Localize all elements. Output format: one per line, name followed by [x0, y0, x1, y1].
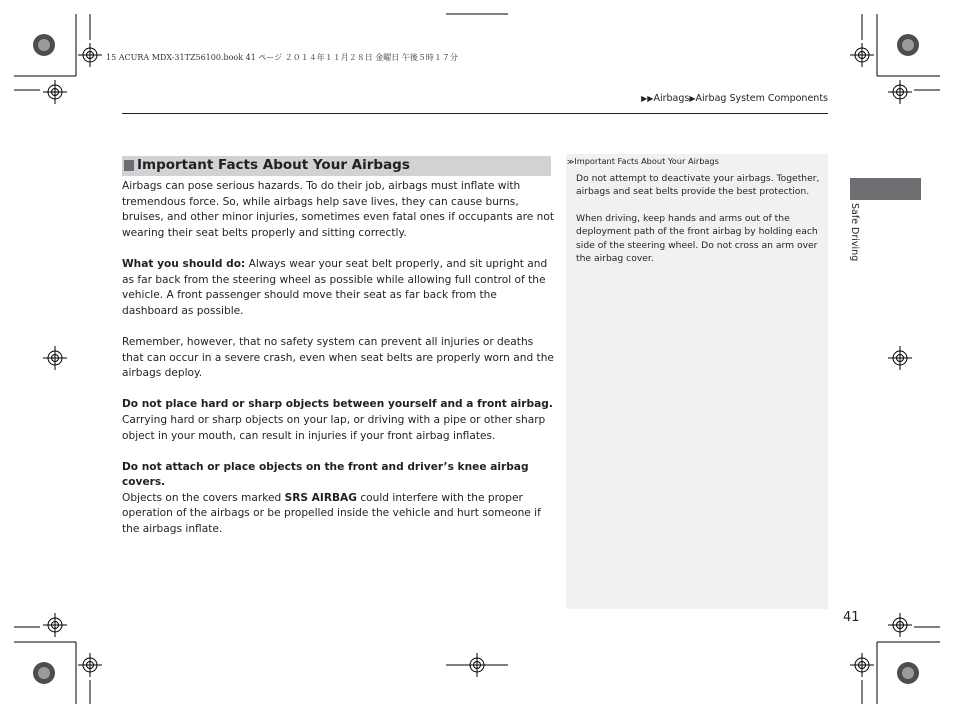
- reference-marker-icon: ≫: [567, 158, 575, 166]
- srs-airbag-label: SRS AIRBAG: [284, 491, 357, 504]
- breadcrumb-item-airbag-system-components[interactable]: Airbag System Components: [695, 93, 828, 104]
- paragraph-knee-airbag-text-a: Objects on the covers marked: [122, 491, 285, 504]
- chapter-tab[interactable]: [850, 178, 921, 200]
- header-rule: [122, 113, 828, 114]
- sidebar-body: [576, 172, 821, 278]
- paragraph-intro: Airbags can pose serious hazards. To do their job, airbags must inflate with tremendous force. So, while airbags help save lives, they can cause burns, bruises, and other minor injuries, sometimes even fatal ones if occupants are not wearing their seat belts properly and sitting correctly.: [122, 180, 555, 239]
- breadcrumb-arrow-icon: ▶: [689, 94, 696, 103]
- sidebar-reference-title[interactable]: Important Facts About Your Airbags: [574, 156, 719, 166]
- paragraph-sharp-objects: [122, 397, 554, 444]
- chapter-tab-label-wrap: [846, 203, 866, 269]
- sidebar-note-box: [566, 154, 828, 609]
- breadcrumb-item-airbags[interactable]: Airbags: [653, 93, 690, 104]
- sidebar-paragraph-deactivate: Do not attempt to deactivate your airbags. Together, airbags and seat belts provide the best protection.: [576, 173, 820, 198]
- section-heading-bar: [122, 156, 551, 176]
- paragraph-sharp-objects-text: Carrying hard or sharp objects on your lap, or driving with a pipe or other sharp object in your mouth, can result in injuries if your front airbag inflates.: [122, 413, 546, 442]
- print-slug-header: 15 ACURA MDX-31TZ56100.book 41 ページ ２０１４年１１月２８日 金曜日 午後５時１７分: [106, 53, 458, 62]
- heading-knee-airbag: Do not attach or place objects on the front and driver’s knee airbag covers.: [122, 460, 529, 489]
- section-square-icon: [124, 160, 134, 171]
- paragraph-remember: Remember, however, that no safety system can prevent all injuries or deaths that can occur in a severe crash, even when seat belts are properly worn and the airbags deploy.: [122, 335, 554, 380]
- breadcrumb-double-arrow-icon: ▶▶: [641, 94, 654, 103]
- breadcrumb: [641, 93, 828, 104]
- main-body-text: [122, 179, 554, 553]
- page-number: 41: [843, 610, 860, 625]
- section-title: Important Facts About Your Airbags: [137, 157, 410, 173]
- paragraph-knee-airbag-text-b: could interfere with the proper operation of the airbags or be propelled inside the vehicle and hurt someone if the airbags inflate.: [122, 491, 541, 536]
- sidebar-paragraph-hands: When driving, keep hands and arms out of the deployment path of the front airbag by holding each side of the steering wheel. Do not cross an arm over the airbag cover.: [576, 212, 818, 265]
- heading-sharp-objects: Do not place hard or sharp objects between yourself and a front airbag.: [122, 398, 553, 411]
- sidebar-reference: [567, 156, 719, 166]
- paragraph-knee-airbag: [122, 460, 554, 538]
- lead-what-you-should-do: What you should do:: [122, 257, 246, 270]
- paragraph-what-to-do-text: Always wear your seat belt properly, and sit upright and as far back from the steering wheel as possible while allowing full control of the vehicle. A front passenger should move their seat as far back from the dashboard as possible.: [122, 257, 548, 317]
- paragraph-what-to-do: [122, 257, 554, 319]
- chapter-tab-label: Safe Driving: [849, 203, 860, 262]
